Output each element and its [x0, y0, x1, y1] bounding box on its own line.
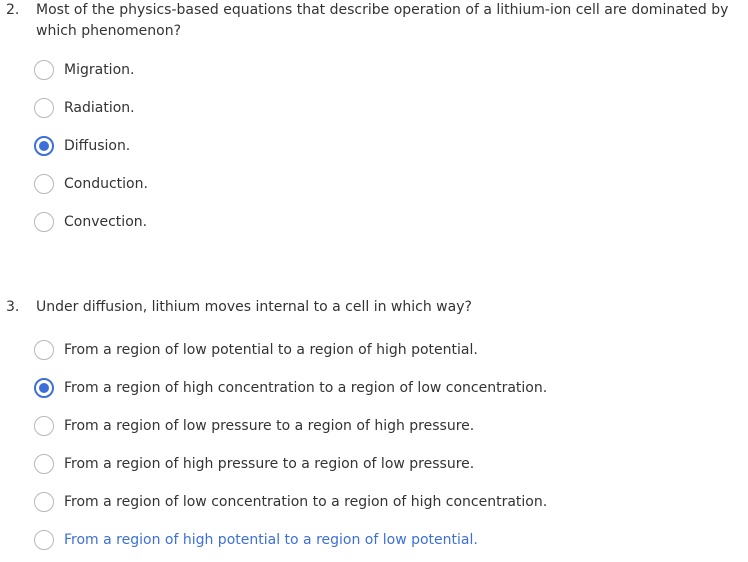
radio-button[interactable] [34, 212, 54, 232]
radio-button[interactable] [34, 454, 54, 474]
q2-option-convection[interactable] [34, 211, 147, 233]
q2-option-migration[interactable] [34, 59, 134, 81]
q3-option-low-to-high-concentration[interactable] [34, 491, 547, 513]
radio-button[interactable] [34, 174, 54, 194]
radio-button-selected[interactable] [34, 378, 54, 398]
radio-button[interactable] [34, 340, 54, 360]
option-label[interactable]: From a region of high pressure to a region of low pressure. [64, 456, 475, 472]
question-number: 2. [6, 2, 20, 18]
q3-option-high-to-low-pressure[interactable] [34, 453, 474, 475]
radio-button[interactable] [34, 98, 54, 118]
q3-option-low-to-high-pressure[interactable] [34, 415, 474, 437]
option-label[interactable]: From a region of high concentration to a region of low concentration. [64, 380, 548, 396]
q2-option-radiation[interactable] [34, 97, 135, 119]
q3-option-low-to-high-potential[interactable] [34, 339, 478, 361]
q3-option-high-to-low-potential[interactable] [34, 529, 478, 551]
radio-button[interactable] [34, 60, 54, 80]
option-label[interactable]: Conduction. [64, 176, 148, 192]
option-label[interactable]: From a region of low potential to a region of high potential. [64, 342, 478, 358]
question-text: Under diffusion, lithium moves internal to a cell in which way? [36, 299, 472, 315]
radio-button-selected[interactable] [34, 136, 54, 156]
question-number: 3. [6, 299, 20, 315]
option-label[interactable]: Migration. [64, 62, 135, 78]
radio-button[interactable] [34, 530, 54, 550]
option-label[interactable]: Convection. [64, 214, 148, 230]
radio-button[interactable] [34, 416, 54, 436]
option-label[interactable]: From a region of low pressure to a region of high pressure. [64, 418, 475, 434]
q2-option-diffusion[interactable] [34, 135, 130, 157]
option-label[interactable]: Diffusion. [64, 138, 131, 154]
question-text: Most of the physics-based equations that describe operation of a lithium-ion cell are dominated by which phenomenon? [36, 2, 729, 39]
option-label-hovered[interactable]: From a region of high potential to a region of low potential. [64, 532, 478, 548]
q3-option-high-to-low-concentration[interactable] [34, 377, 547, 399]
option-label[interactable]: Radiation. [64, 100, 135, 116]
q2-option-conduction[interactable] [34, 173, 148, 195]
radio-button[interactable] [34, 492, 54, 512]
option-label[interactable]: From a region of low concentration to a region of high concentration. [64, 494, 548, 510]
